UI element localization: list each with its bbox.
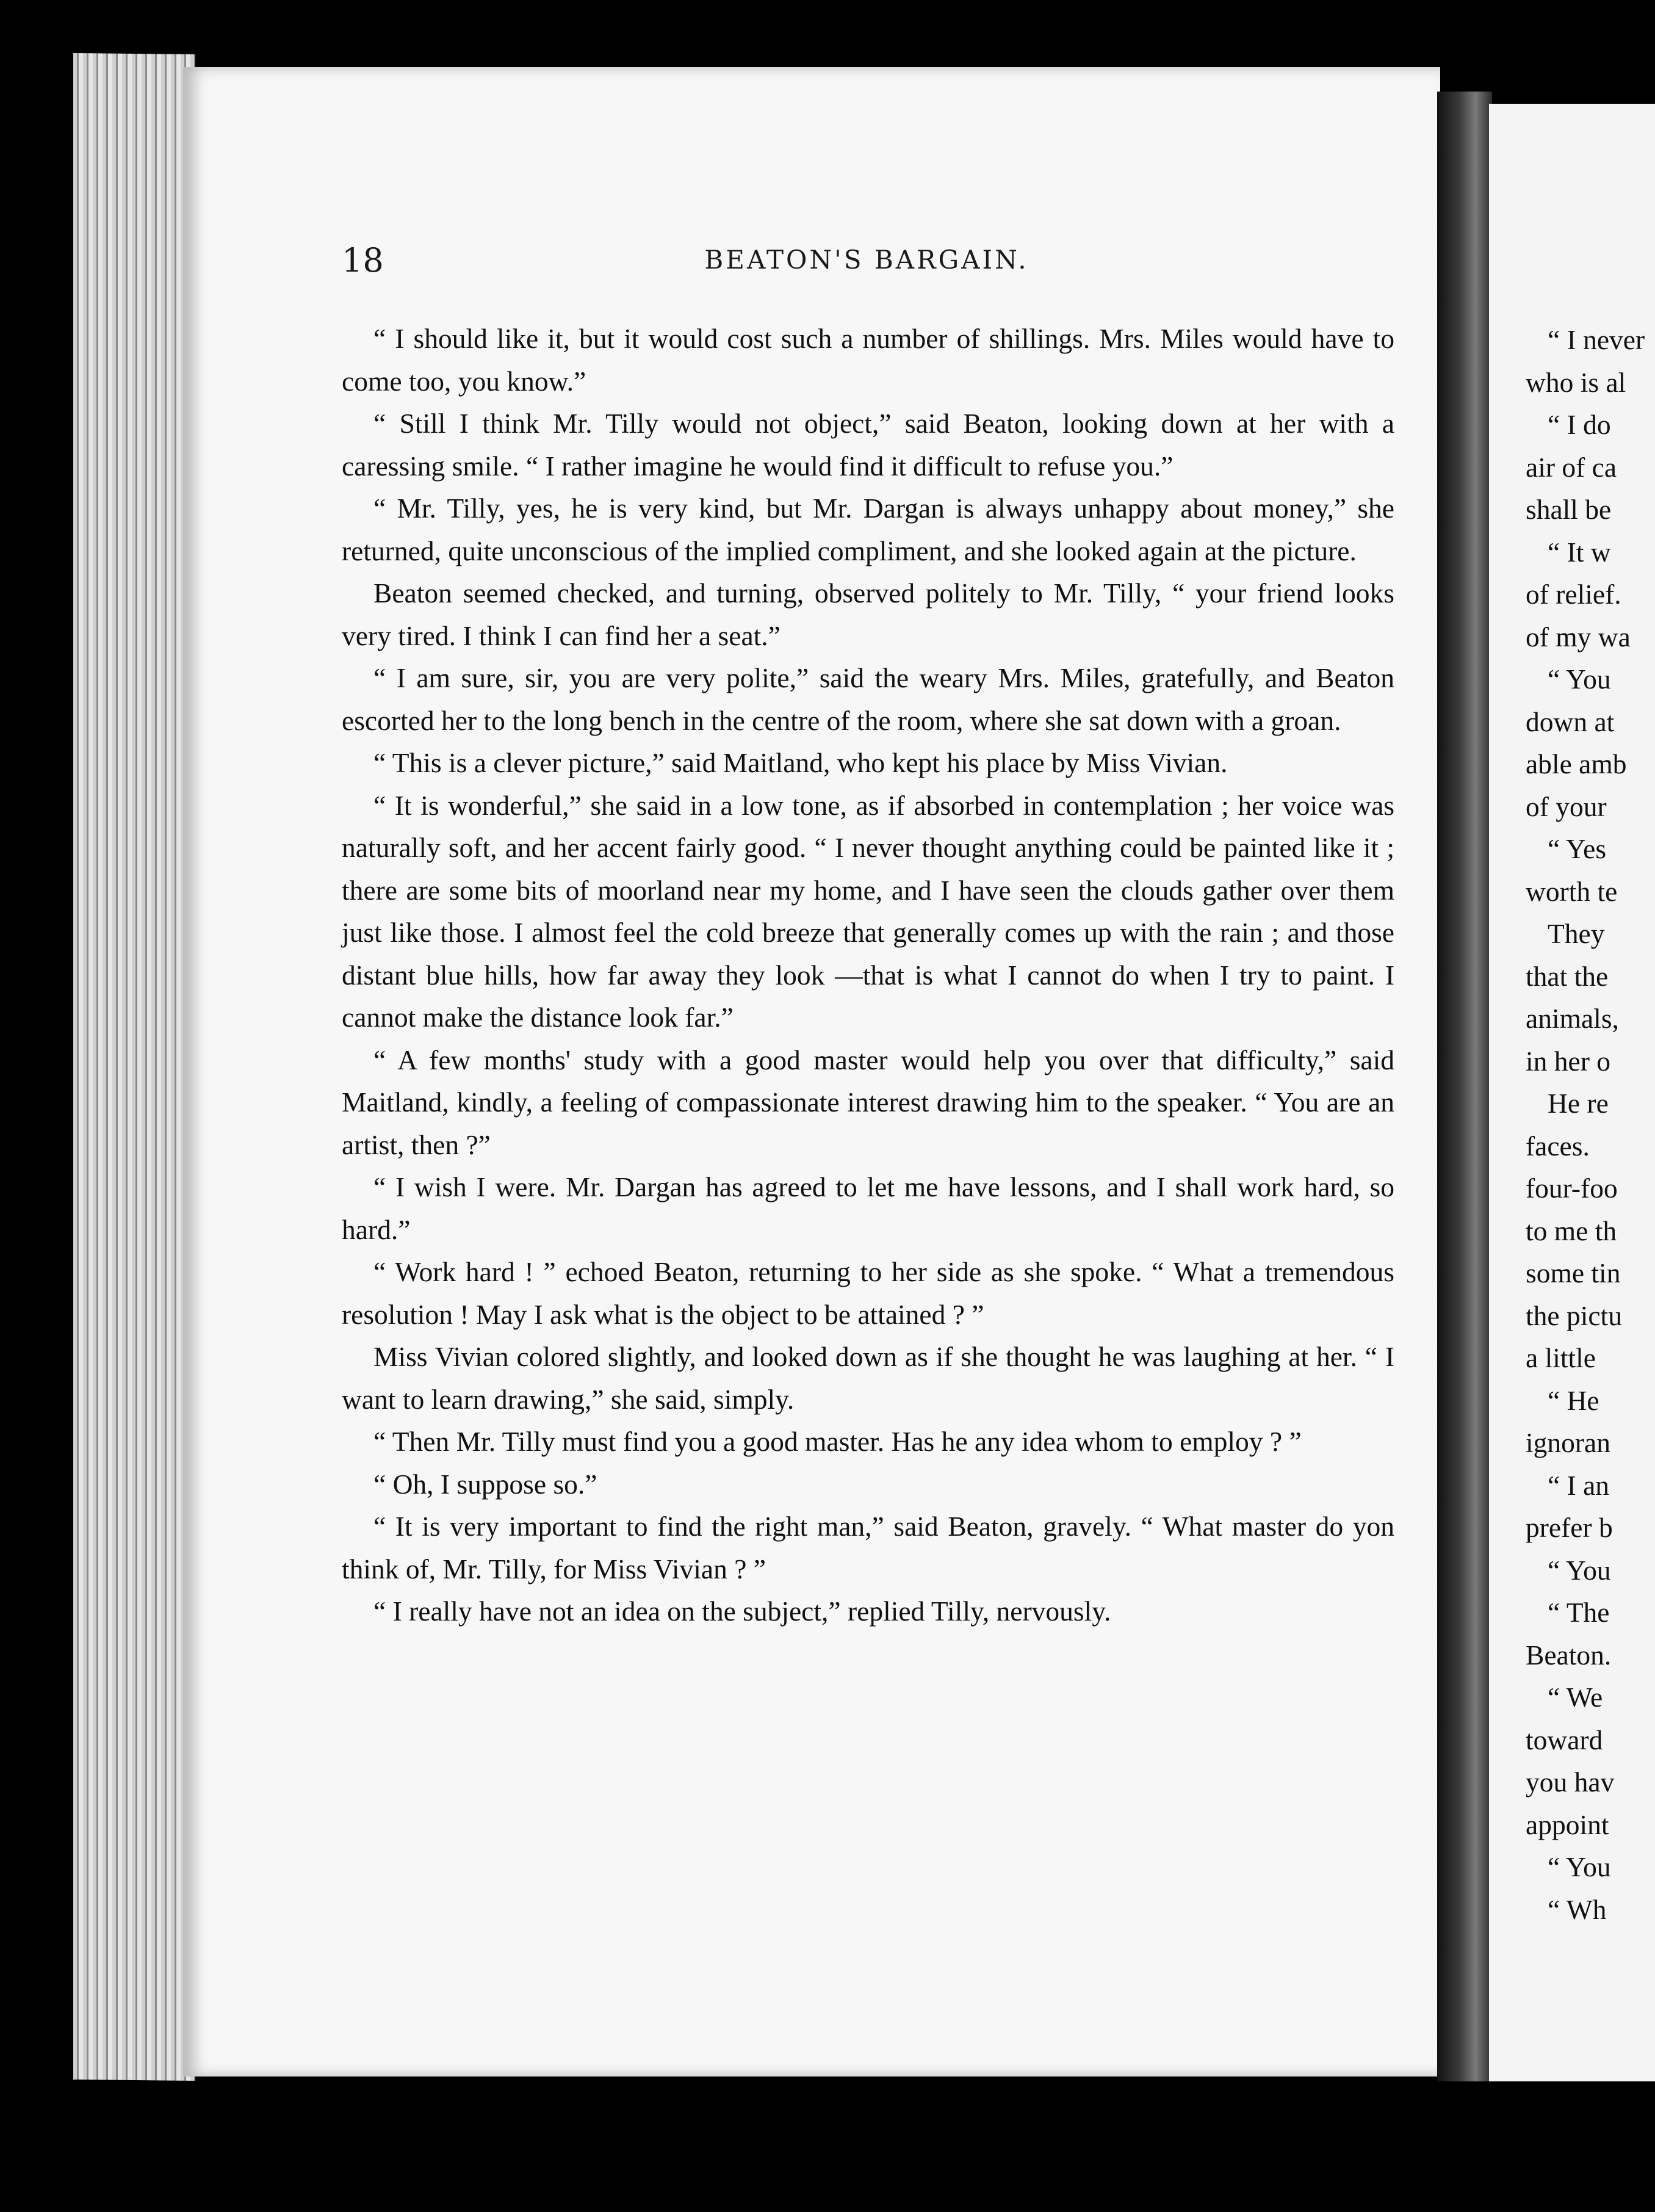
right-page-line: “ You	[1548, 1554, 1611, 1586]
page-edges	[73, 53, 195, 2081]
page-number: 18	[342, 241, 384, 280]
right-page-line: “ We	[1548, 1682, 1603, 1713]
paragraph: “ Then Mr. Tilly must find you a good master. Has he any idea whom to employ ? ”	[373, 1426, 1302, 1457]
right-page-line: toward	[1526, 1724, 1603, 1755]
right-page-line: some tin	[1526, 1257, 1621, 1289]
paragraph: Beaton seemed checked, and turning, observed politely to Mr. Tilly, “ your friend looks very tired. I think I can find her a seat.”	[342, 577, 1394, 651]
right-page-line: “ Yes	[1548, 833, 1607, 864]
paragraph: “ A few months' study with a good master would help you over that difficulty,” said Maitland, kindly, a feeling of compassionate interest drawing him to the speaker. “ You are an artist, then ?”	[342, 1044, 1394, 1160]
paragraph: “ Work hard ! ” echoed Beaton, returning to her side as she spoke. “ What a tremendous resolution ! May I ask what is the object to be attained ? ”	[342, 1256, 1394, 1330]
paragraph: Miss Vivian colored slightly, and looked down as if she thought he was laughing at her. “ I want to learn drawing,” she said, simply.	[342, 1341, 1394, 1415]
paragraph: “ Still I think Mr. Tilly would not object,” said Beaton, looking down at her with a caressing smile. “ I rather imagine he would find it difficult to refuse you.”	[342, 408, 1394, 482]
right-page-line: down at	[1526, 706, 1615, 737]
right-page-line: that the	[1526, 960, 1609, 992]
right-page-line: They	[1548, 918, 1605, 949]
right-page-line: “ I do	[1548, 409, 1611, 440]
right-page-line: “ I never	[1548, 324, 1645, 355]
right-page-line: appoint	[1526, 1809, 1609, 1840]
book-gutter	[1437, 92, 1492, 2081]
right-page-line: shall be	[1526, 494, 1612, 525]
right-page-text	[1526, 319, 1655, 1931]
right-page-line: able amb	[1526, 748, 1627, 779]
paragraph: “ I am sure, sir, you are very polite,” said the weary Mrs. Miles, gratefully, and Beaton escorted her to the long bench in the centre of the room, where she sat down with a groan.	[342, 662, 1394, 736]
paragraph: “ I really have not an idea on the subject,” replied Tilly, nervously.	[373, 1596, 1111, 1627]
paragraph: “ I should like it, but it would cost such a number of shillings. Mrs. Miles would have to come too, you know.”	[342, 323, 1394, 397]
right-page-line: air of ca	[1526, 451, 1617, 483]
right-page-line: four-foo	[1526, 1173, 1618, 1204]
right-page	[1489, 104, 1655, 2081]
running-head: BEATON'S BARGAIN.	[704, 245, 1029, 275]
body-text	[342, 317, 1394, 1633]
right-page-line: worth te	[1526, 875, 1618, 907]
right-page-line: who is al	[1526, 366, 1626, 398]
right-page-line: a little	[1526, 1342, 1596, 1373]
paragraph: “ Oh, I suppose so.”	[373, 1468, 597, 1500]
right-page-line: Beaton.	[1526, 1639, 1612, 1671]
page-header	[342, 241, 1391, 284]
right-page-line: of my wa	[1526, 621, 1631, 652]
right-page-line: in her o	[1526, 1045, 1610, 1077]
paragraph: “ Mr. Tilly, yes, he is very kind, but Mr. Dargan is always unhappy about money,” she returned, quite unconscious of the implied compliment, and she looked again at the picture.	[342, 493, 1394, 566]
right-page-line: to me th	[1526, 1215, 1617, 1246]
right-page-line: “ He	[1548, 1384, 1599, 1416]
right-page-line: of relief.	[1526, 579, 1621, 610]
right-page-line: “ You	[1548, 1851, 1611, 1882]
right-page-line: “ It w	[1548, 536, 1611, 568]
paragraph: “ This is a clever picture,” said Maitland, who kept his place by Miss Vivian.	[373, 747, 1228, 778]
right-page-line: prefer b	[1526, 1512, 1613, 1543]
right-page-line: “ You	[1548, 663, 1611, 695]
paragraph: “ I wish I were. Mr. Dargan has agreed to let me have lessons, and I shall work hard, so hard.”	[342, 1171, 1394, 1245]
right-page-line: “ The	[1548, 1597, 1610, 1628]
right-page-line: He re	[1548, 1088, 1609, 1119]
right-page-line: of your	[1526, 790, 1607, 822]
right-page-line: you hav	[1526, 1766, 1615, 1798]
right-page-line: animals,	[1526, 1003, 1619, 1034]
paragraph: “ It is wonderful,” she said in a low tone, as if absorbed in contemplation ; her voice was naturally soft, and her accent fairly good. “ I never thought anything could be painted like it ; there are some bits of moorland near my home, and I have seen the clouds gather over them just like those. I almost feel the cold breeze that generally comes up with the rain ; and those distant blue hills, how far away they look —that is what I cannot do when I try to paint. I cannot make the distance look far.”	[342, 789, 1394, 1033]
paragraph: “ It is very important to find the right man,” said Beaton, gravely. “ What master do yon think of, Mr. Tilly, for Miss Vivian ? ”	[342, 1511, 1394, 1585]
right-page-line: “ I an	[1548, 1469, 1610, 1501]
right-page-line: “ Wh	[1548, 1893, 1607, 1925]
right-page-line: the pictu	[1526, 1299, 1622, 1331]
right-page-line: faces.	[1526, 1130, 1590, 1162]
right-page-line: ignoran	[1526, 1427, 1610, 1458]
